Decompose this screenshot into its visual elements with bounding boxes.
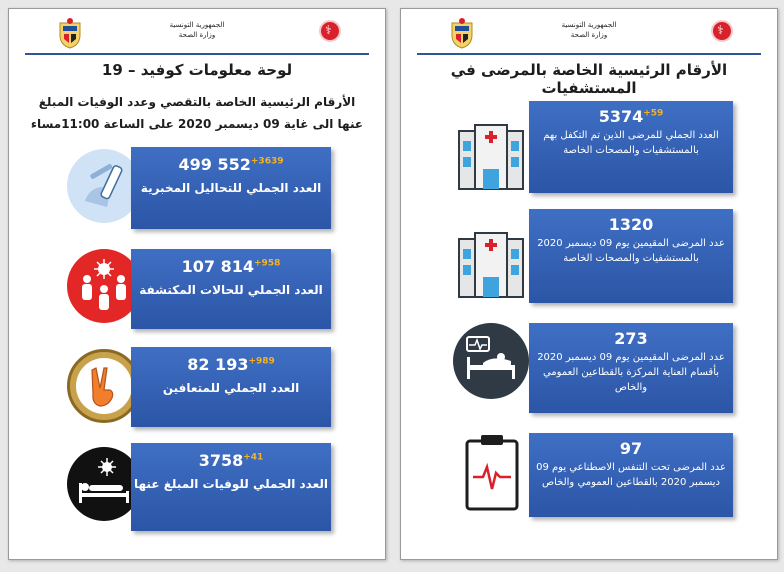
hospital-icon: [451, 229, 531, 299]
ministry-name: وزارة الصحة: [178, 31, 216, 39]
page-title: الأرقام الرئيسية الخاصة بالمرضى في المستشفيات: [450, 61, 728, 97]
header-divider: [25, 53, 369, 55]
card-value-line: [529, 439, 733, 458]
card-value: 5374: [598, 107, 644, 126]
card-value-line: [131, 355, 331, 374]
card-value-line: [529, 215, 733, 234]
clipboard-ecg-icon: [461, 433, 523, 513]
card-value-line: [131, 451, 331, 470]
card-value-line: [131, 155, 331, 174]
card-label: العدد الجملي للتحاليل المخبرية: [140, 181, 322, 195]
page-header: [401, 15, 777, 51]
victory-hand-icon: [67, 349, 141, 423]
republic-name: الجمهورية التونسية: [169, 21, 225, 29]
right-page: [400, 8, 778, 560]
card-value-line: [131, 257, 331, 276]
card-value: 273: [614, 329, 648, 348]
card-value: 3758: [198, 451, 244, 470]
card-delta: +41: [243, 452, 264, 463]
ministry-logo-icon: [711, 20, 733, 42]
card-delta: +59: [643, 108, 664, 119]
header-divider: [417, 53, 761, 55]
card-label: عدد المرضى المقيمين يوم 09 ديسمبر 2020 بأقسام العناية المركزة بالقطاعين العمومي والخاص: [537, 352, 725, 393]
page-header: [9, 15, 385, 51]
card-value: 82 193: [187, 355, 249, 374]
victory-hand-badge: [76, 358, 132, 414]
inpatients-card: [529, 209, 733, 303]
card-value: 107 814: [181, 257, 255, 276]
patient-bed-icon: [67, 447, 141, 521]
card-value: 499 552: [178, 155, 251, 174]
card-value-line: [529, 329, 733, 348]
deaths-card: [131, 443, 331, 531]
card-value: 1320: [608, 215, 654, 234]
patients-treated-card: [529, 101, 733, 193]
ministry-name: وزارة الصحة: [570, 31, 608, 39]
card-delta: +989: [248, 356, 275, 367]
ventilated-patients-card: [529, 433, 733, 517]
card-label: العدد الجملي للوفيات المبلغ عنها: [134, 477, 328, 491]
card-label: عدد المرضى المقيمين يوم 09 ديسمبر 2020 بالمستشفيات والمصحات الخاصة: [537, 238, 725, 264]
card-label: العدد الجملي للمرضى الذين تم التكفل بهم بالمستشفيات والمصحات الخاصة: [543, 130, 719, 156]
recovered-card: [131, 347, 331, 427]
ministry-logo-icon: [319, 20, 341, 42]
lab-tests-card: [131, 147, 331, 229]
virus-people-icon: [67, 249, 141, 323]
hospital-icon: [451, 121, 531, 191]
left-page: [8, 8, 386, 560]
icu-patients-card: [529, 323, 733, 413]
card-value-line: [529, 107, 733, 126]
lab-test-icon: [67, 149, 141, 223]
icu-bed-icon: [453, 323, 529, 399]
card-value: 97: [619, 439, 643, 458]
republic-name: الجمهورية التونسية: [561, 21, 617, 29]
card-delta: +958: [254, 258, 281, 269]
detected-cases-card: [131, 249, 331, 329]
page-title: لوحة معلومات كوفيد – 19: [101, 61, 293, 79]
card-label: العدد الجملي للحالات المكتشفة: [139, 283, 323, 297]
card-label: عدد المرضى تحت التنفس الاصطناعي يوم 09 ديسمبر 2020 بالقطاعين العمومي والخاص: [536, 462, 726, 488]
card-delta: +3639: [250, 156, 284, 167]
card-label: العدد الجملي للمتعافين: [162, 381, 300, 395]
page-subtitle: الأرقام الرئيسية الخاصة بالتقصي وعدد الوفيات المبلغ عنها الى غاية 09 ديسمبر 2020 على الساعة 11:00مساء: [30, 95, 364, 131]
